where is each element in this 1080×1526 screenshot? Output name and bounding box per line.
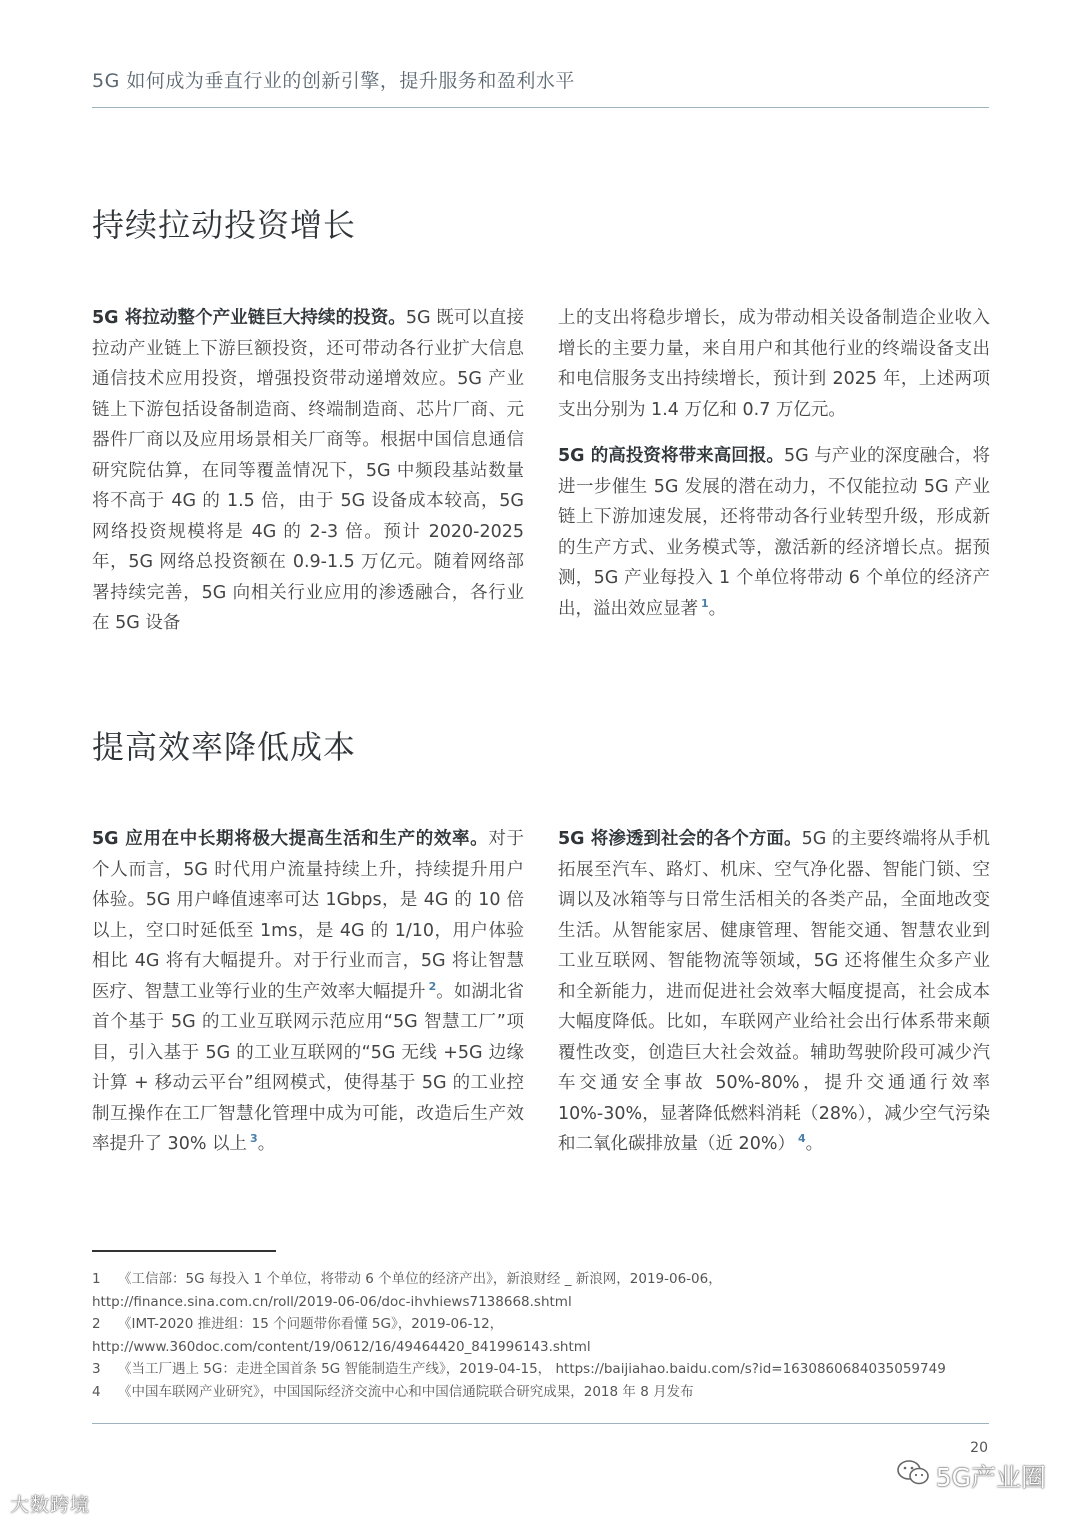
paragraph-body: 5G 既可以直接拉动产业链上下游巨额投资，还可带动各行业扩大信息通信技术应用投资，增强投资带动递增效应。5G 产业链上下游包括设备制造商、终端制造商、芯片厂商、元器件厂商以及应用场景相关厂商等。根据中国信息通信研究院估算，在同等覆盖情况下，5G 中频段基站数量将不高于 4G 的 1.5 倍，由于 5G 设备成本较高，5G 网络投资规模将是 4G 的 2-3 倍。预计 2020-2025 年，5G 网络总投资额在 0.9-1.5 万亿元。随着网络部署持续完善，5G 向相关行业应用的渗透融合，各行业在 5G 设备 xyxy=(92,308,524,633)
footnote-text: 《IMT-2020 推进组：15 个问题带你看懂 5G》，2019-06-12， xyxy=(118,1316,504,1332)
footnote-text: 《工信部：5G 每投入 1 个单位，将带动 6 个单位的经济产出》，新浪财经 _ 新浪网，2019-06-06， xyxy=(118,1271,722,1287)
paragraph-lead: 5G 将拉动整个产业链巨大持续的投资。 xyxy=(92,308,406,328)
footnote-2 xyxy=(92,1313,992,1336)
footnotes xyxy=(92,1268,992,1403)
footnote-ref-4[interactable]: 4 xyxy=(797,1132,806,1146)
footnote-ref-2[interactable]: 2 xyxy=(428,979,437,993)
section1-right-paragraph-2 xyxy=(558,441,990,624)
section2-right-paragraph xyxy=(558,824,990,1160)
section1-left-column xyxy=(92,303,524,639)
footnote-text: 《当工厂遇上 5G：走进全国首条 5G 智能制造生产线》，2019-04-15， https://baijiahao.baidu.com/s?id=1630860684035059749 xyxy=(118,1361,946,1377)
watermark-left: 大数跨境 xyxy=(10,1494,91,1516)
paragraph-body: 。如湖北省首个基于 5G 的工业互联网示范应用“5G 智慧工厂”项目，引入基于 5G 的工业互联网的“5G 无线 +5G 边缘计算 + 移动云平台”组网模式，使得基于 5G 的工业控制互操作在工厂智慧化管理中成为可能，改造后生产效率提升了 30% 以上 xyxy=(92,981,524,1154)
footnote-divider xyxy=(92,1250,276,1252)
paragraph-tail: 。 xyxy=(257,1134,276,1154)
paragraph-tail: 。 xyxy=(805,1134,824,1154)
footnote-number: 2 xyxy=(92,1316,101,1332)
paragraph-body: 5G 与产业的深度融合，将进一步催生 5G 发展的潜在动力，不仅能拉动 5G 产业链上下游加速发展，还将带动各行业转型升级，形成新的生产方式、业务模式等，激活新的经济增长点。据预测，5G 产业每投入 1 个单位将带动 6 个单位的经济产出，溢出效应显著 xyxy=(558,446,990,619)
paragraph-tail: 。 xyxy=(708,598,727,619)
section2-right-column xyxy=(558,824,990,1160)
footnote-3 xyxy=(92,1358,992,1381)
watermark-right xyxy=(896,1458,1046,1494)
paragraph-lead: 5G 将渗透到社会的各个方面。 xyxy=(558,829,802,849)
footnote-1-link[interactable]: http://finance.sina.com.cn/roll/2019-06-06/doc-ihvhiews7138668.shtml xyxy=(92,1293,572,1310)
footnote-ref-3[interactable]: 3 xyxy=(250,1132,258,1146)
section-title-investment: 持续拉动投资增长 xyxy=(92,206,357,244)
section1-left-paragraph xyxy=(92,303,524,639)
footnote-number: 1 xyxy=(92,1271,101,1287)
footnote-4 xyxy=(92,1381,992,1404)
watermark-right-text: 5G产业圈 xyxy=(935,1463,1046,1492)
section-title-efficiency: 提高效率降低成本 xyxy=(92,728,357,766)
running-header: 5G 如何成为垂直行业的创新引擎，提升服务和盈利水平 xyxy=(92,70,575,92)
section1-right-paragraph-1: 上的支出将稳步增长，成为带动相关设备制造企业收入增长的主要力量，来自用户和其他行业的终端设备支出和电信服务支出持续增长，预计到 2025 年，上述两项支出分别为 1.4 万亿和 0.7 万亿元。 xyxy=(558,308,990,420)
section2-left-column xyxy=(92,824,524,1160)
footnote-number: 3 xyxy=(92,1361,101,1377)
section2-left-paragraph xyxy=(92,824,524,1160)
paragraph-lead: 5G 的高投资将带来高回报。 xyxy=(558,446,785,466)
header-divider xyxy=(92,107,989,108)
section1-right-column xyxy=(558,303,990,624)
footnote-text: 《中国车联网产业研究》，中国国际经济交流中心和中国信通院联合研究成果，2018 年 8 月发布 xyxy=(118,1383,694,1400)
wechat-icon xyxy=(896,1459,930,1493)
footnote-2-link[interactable]: http://www.360doc.com/content/19/0612/16/49464420_841996143.shtml xyxy=(92,1338,591,1355)
footer-divider xyxy=(92,1423,989,1424)
paragraph-body: 对于个人而言，5G 时代用户流量持续上升，持续提升用户体验。5G 用户峰值速率可达 1Gbps，是 4G 的 10 倍以上，空口时延低至 1ms，是 4G 的 1/10，用户体验相比 4G 将有大幅提升。对于行业而言，5G 将让智慧医疗、智慧工业等行业的生产效率大幅提升 xyxy=(92,829,524,1002)
page-number: 20 xyxy=(970,1440,988,1456)
paragraph-body: 5G 的主要终端将从手机拓展至汽车、路灯、机床、空气净化器、智能门锁、空调以及冰箱等与日常生活相关的各类产品，全面地改变生活。从智能家居、健康管理、智能交通、智慧农业到工业互联网、智能物流等领域，5G 还将催生众多产业和全新能力，进而促进社会效率大幅度提高，社会成本大幅度降低。比如，车联网产业给社会出行体系带来颠覆性改变，创造巨大社会效益。辅助驾驶阶段可减少汽车交通安全事故 50%-80%，提升交通通行效率 10%-30%，显著降低燃料消耗（28%），减少空气污染和二氧化碳排放量（近 20%） xyxy=(558,829,990,1154)
paragraph-lead: 5G 应用在中长期将极大提高生活和生产的效率。 xyxy=(92,829,489,849)
footnote-ref-1[interactable]: 1 xyxy=(701,596,709,610)
footnote-1 xyxy=(92,1268,992,1291)
footnote-number: 4 xyxy=(92,1383,101,1400)
